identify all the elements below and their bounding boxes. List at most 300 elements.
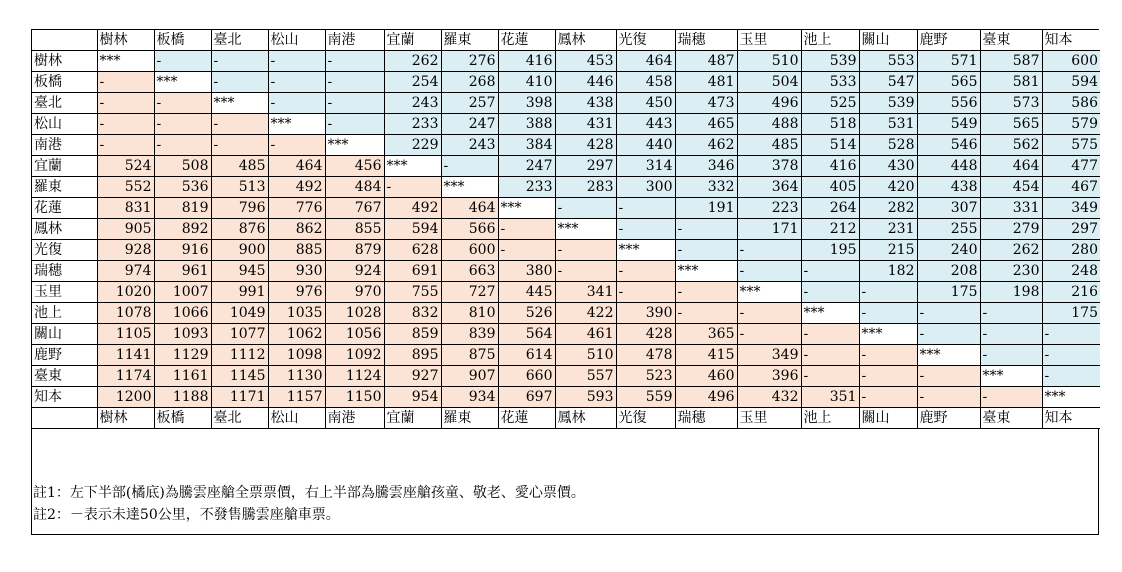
fare-cell-full: 1035	[268, 303, 325, 324]
fare-cell-concession: -	[211, 51, 268, 72]
fare-cell-concession: 388	[498, 114, 555, 135]
fare-cell-full: -	[801, 345, 859, 366]
table-row	[32, 156, 1100, 177]
fare-cell-full: 593	[555, 387, 616, 408]
table-row	[32, 366, 1100, 387]
fare-cell-full: 875	[441, 345, 498, 366]
fare-cell-concession: 594	[1042, 72, 1100, 93]
fare-cell-full: 445	[498, 282, 555, 303]
fare-cell-concession: -	[441, 156, 498, 177]
fare-cell-full: -	[154, 114, 211, 135]
fare-cell-full: 819	[154, 198, 211, 219]
fare-cell-concession: 297	[1042, 219, 1100, 240]
fare-cell-concession: 416	[498, 51, 555, 72]
fare-cell-concession: 600	[1042, 51, 1100, 72]
fare-cell-concession: 539	[801, 51, 859, 72]
fare-cell-concession: 488	[737, 114, 801, 135]
fare-cell-full: 767	[325, 198, 384, 219]
fare-cell-concession: 248	[1042, 261, 1100, 282]
fare-cell-full: -	[616, 282, 675, 303]
fare-cell-full: -	[980, 387, 1042, 408]
fare-cell-full: 564	[498, 324, 555, 345]
row-header: 鹿野	[32, 345, 97, 366]
column-header: 鳳林	[555, 408, 616, 429]
fare-cell-concession: 450	[616, 93, 675, 114]
fare-cell-concession: 215	[859, 240, 917, 261]
fare-cell-concession: -	[616, 219, 675, 240]
fare-cell-concession: 364	[737, 177, 801, 198]
fare-cell-full: -	[154, 135, 211, 156]
fare-cell-concession: 547	[859, 72, 917, 93]
fare-cell-full: -	[859, 387, 917, 408]
fare-cell-concession: 283	[555, 177, 616, 198]
fare-cell-full: 691	[384, 261, 441, 282]
fare-cell-concession: 514	[801, 135, 859, 156]
fare-cell-concession: 464	[616, 51, 675, 72]
fare-cell-concession: 243	[384, 93, 441, 114]
fare-cell-concession: 549	[917, 114, 980, 135]
fare-cell-full: 351	[801, 387, 859, 408]
fare-cell-concession: -	[801, 282, 859, 303]
column-header: 玉里	[737, 408, 801, 429]
fare-cell-concession: 231	[859, 219, 917, 240]
fare-cell-concession: 440	[616, 135, 675, 156]
fare-cell-concession: 243	[441, 135, 498, 156]
column-header: 臺東	[980, 30, 1042, 51]
fare-cell-full: -	[211, 114, 268, 135]
fare-cell-full: -	[801, 366, 859, 387]
fare-cell-concession: 533	[801, 72, 859, 93]
diagonal-cell: ***	[675, 261, 737, 282]
fare-cell-full: -	[859, 366, 917, 387]
fare-cell-concession: 579	[1042, 114, 1100, 135]
diagonal-cell: ***	[801, 303, 859, 324]
fare-cell-full: 390	[616, 303, 675, 324]
fare-cell-concession: 416	[801, 156, 859, 177]
fare-cell-concession: 346	[675, 156, 737, 177]
fare-cell-concession: 255	[917, 219, 980, 240]
fare-cell-full: -	[97, 72, 154, 93]
diagonal-cell: ***	[441, 177, 498, 198]
fare-cell-concession: 216	[1042, 282, 1100, 303]
fare-cell-concession: 212	[801, 219, 859, 240]
fare-cell-full: -	[917, 387, 980, 408]
fare-cell-concession: 262	[384, 51, 441, 72]
fare-cell-full: 510	[555, 345, 616, 366]
fare-cell-concession: -	[325, 51, 384, 72]
fare-cell-full: 594	[384, 219, 441, 240]
fare-cell-concession: -	[325, 93, 384, 114]
column-header: 關山	[859, 408, 917, 429]
fare-cell-full: -	[268, 135, 325, 156]
bottom-header-row	[32, 408, 1100, 429]
fare-cell-full: 492	[384, 198, 441, 219]
fare-cell-full: 513	[211, 177, 268, 198]
fare-cell-concession: 575	[1042, 135, 1100, 156]
column-header: 池上	[801, 30, 859, 51]
fare-cell-full: 456	[325, 156, 384, 177]
fare-cell-full: 1078	[97, 303, 154, 324]
fare-cell-concession: 331	[980, 198, 1042, 219]
fare-cell-full: 660	[498, 366, 555, 387]
fare-cell-concession: -	[675, 240, 737, 261]
fare-cell-full: 1157	[268, 387, 325, 408]
fare-cell-concession: 398	[498, 93, 555, 114]
column-header: 宜蘭	[384, 408, 441, 429]
fare-cell-concession: -	[675, 219, 737, 240]
table-row	[32, 387, 1100, 408]
fare-cell-concession: -	[325, 114, 384, 135]
fare-cell-full: 422	[555, 303, 616, 324]
diagonal-cell: ***	[616, 240, 675, 261]
fare-cell-full: 1077	[211, 324, 268, 345]
fare-cell-full: -	[737, 303, 801, 324]
table-row	[32, 114, 1100, 135]
fare-cell-concession: 240	[917, 240, 980, 261]
row-header: 板橋	[32, 72, 97, 93]
table-row	[32, 177, 1100, 198]
fare-cell-concession: 276	[441, 51, 498, 72]
fare-cell-concession: 247	[498, 156, 555, 177]
table-row	[32, 93, 1100, 114]
fare-cell-full: 428	[616, 324, 675, 345]
fare-cell-full: 461	[555, 324, 616, 345]
fare-cell-concession: 191	[675, 198, 737, 219]
fare-cell-concession: -	[555, 198, 616, 219]
fare-cell-full: -	[555, 261, 616, 282]
fare-cell-concession: 556	[917, 93, 980, 114]
fare-cell-concession: -	[616, 198, 675, 219]
fare-cell-full: 1150	[325, 387, 384, 408]
fare-cell-full: 415	[675, 345, 737, 366]
fare-cell-full: 974	[97, 261, 154, 282]
diagonal-cell: ***	[97, 51, 154, 72]
fare-cell-full: 496	[675, 387, 737, 408]
fare-cell-concession: -	[1042, 345, 1100, 366]
column-header: 池上	[801, 408, 859, 429]
fare-cell-full: 1007	[154, 282, 211, 303]
fare-cell-concession: -	[154, 51, 211, 72]
fare-cell-full: 464	[441, 198, 498, 219]
fare-cell-concession: 473	[675, 93, 737, 114]
fare-cell-concession: 467	[1042, 177, 1100, 198]
fare-cell-concession: -	[1042, 366, 1100, 387]
fare-cell-concession: 565	[980, 114, 1042, 135]
fare-cell-full: 727	[441, 282, 498, 303]
fare-cell-concession: 264	[801, 198, 859, 219]
row-header: 樹林	[32, 51, 97, 72]
fare-cell-concession: 586	[1042, 93, 1100, 114]
fare-cell-concession: 431	[555, 114, 616, 135]
fare-cell-concession: 254	[384, 72, 441, 93]
fare-cell-full: 460	[675, 366, 737, 387]
column-header: 知本	[1042, 408, 1100, 429]
column-header: 鹿野	[917, 408, 980, 429]
fare-cell-full: 1062	[268, 324, 325, 345]
fare-cell-concession: 233	[498, 177, 555, 198]
fare-cell-full: 1141	[97, 345, 154, 366]
fare-cell-concession: 477	[1042, 156, 1100, 177]
diagonal-cell: ***	[498, 198, 555, 219]
fare-cell-full: 552	[97, 177, 154, 198]
column-header: 鹿野	[917, 30, 980, 51]
diagonal-cell: ***	[1042, 387, 1100, 408]
fare-cell-full: -	[97, 114, 154, 135]
column-header: 臺北	[211, 408, 268, 429]
fare-cell-full: 1200	[97, 387, 154, 408]
fare-cell-full: 396	[737, 366, 801, 387]
fare-cell-full: 663	[441, 261, 498, 282]
fare-cell-concession: 454	[980, 177, 1042, 198]
fare-cell-concession: 247	[441, 114, 498, 135]
fare-cell-full: 1056	[325, 324, 384, 345]
fare-cell-full: -	[859, 345, 917, 366]
fare-cell-full: -	[675, 303, 737, 324]
fare-cell-full: 776	[268, 198, 325, 219]
fare-cell-concession: 571	[917, 51, 980, 72]
table-row	[32, 324, 1100, 345]
fare-cell-concession: -	[980, 345, 1042, 366]
fare-cell-full: 810	[441, 303, 498, 324]
fare-cell-concession: 175	[917, 282, 980, 303]
fare-table-frame	[31, 29, 1099, 535]
fare-cell-full: 484	[325, 177, 384, 198]
fare-cell-concession: 573	[980, 93, 1042, 114]
fare-cell-full: 1020	[97, 282, 154, 303]
row-header: 花蓮	[32, 198, 97, 219]
fare-cell-full: 432	[737, 387, 801, 408]
fare-cell-concession: 481	[675, 72, 737, 93]
fare-cell-concession: 307	[917, 198, 980, 219]
fare-cell-concession: 438	[555, 93, 616, 114]
diagonal-cell: ***	[268, 114, 325, 135]
fare-cell-concession: 195	[801, 240, 859, 261]
table-row	[32, 198, 1100, 219]
fare-cell-concession: 280	[1042, 240, 1100, 261]
fare-cell-concession: -	[268, 93, 325, 114]
fare-cell-full: 928	[97, 240, 154, 261]
fare-cell-full: 508	[154, 156, 211, 177]
fare-cell-concession: -	[737, 261, 801, 282]
column-header: 光復	[616, 408, 675, 429]
fare-cell-full: 916	[154, 240, 211, 261]
fare-cell-full: 862	[268, 219, 325, 240]
fare-cell-concession: 546	[917, 135, 980, 156]
fare-cell-full: 1161	[154, 366, 211, 387]
fare-cell-concession: 487	[675, 51, 737, 72]
fare-cell-concession: 458	[616, 72, 675, 93]
row-header: 臺北	[32, 93, 97, 114]
fare-cell-concession: 208	[917, 261, 980, 282]
diagonal-cell: ***	[917, 345, 980, 366]
fare-cell-concession: -	[859, 303, 917, 324]
table-row	[32, 303, 1100, 324]
fare-cell-full: 895	[384, 345, 441, 366]
fare-cell-full: 924	[325, 261, 384, 282]
fare-cell-concession: -	[859, 282, 917, 303]
fare-cell-concession: 587	[980, 51, 1042, 72]
table-row	[32, 282, 1100, 303]
fare-cell-concession: 438	[917, 177, 980, 198]
row-header: 羅東	[32, 177, 97, 198]
column-header: 樹林	[97, 408, 154, 429]
fare-cell-full: 991	[211, 282, 268, 303]
fare-cell-full: 900	[211, 240, 268, 261]
row-header: 知本	[32, 387, 97, 408]
fare-cell-full: 478	[616, 345, 675, 366]
diagonal-cell: ***	[980, 366, 1042, 387]
column-header: 松山	[268, 408, 325, 429]
fare-matrix-table	[32, 30, 1100, 429]
column-header: 羅東	[441, 408, 498, 429]
column-header: 板橋	[154, 30, 211, 51]
fare-cell-concession: -	[268, 51, 325, 72]
fare-cell-concession: -	[980, 324, 1042, 345]
fare-cell-full: 1188	[154, 387, 211, 408]
fare-cell-full: 1129	[154, 345, 211, 366]
fare-cell-full: -	[384, 177, 441, 198]
notes	[33, 482, 585, 526]
fare-cell-concession: 430	[859, 156, 917, 177]
fare-cell-concession: -	[917, 303, 980, 324]
fare-cell-concession: 510	[737, 51, 801, 72]
table-row	[32, 345, 1100, 366]
fare-cell-full: 1174	[97, 366, 154, 387]
fare-cell-concession: 182	[859, 261, 917, 282]
fare-cell-full: 1130	[268, 366, 325, 387]
fare-cell-full: 600	[441, 240, 498, 261]
corner-cell	[32, 408, 97, 429]
fare-cell-concession: 300	[616, 177, 675, 198]
fare-cell-concession: 496	[737, 93, 801, 114]
fare-cell-full: 485	[211, 156, 268, 177]
table-row	[32, 261, 1100, 282]
diagonal-cell: ***	[211, 93, 268, 114]
fare-cell-full: 907	[441, 366, 498, 387]
fare-cell-full: -	[801, 324, 859, 345]
fare-cell-concession: 428	[555, 135, 616, 156]
fare-cell-concession: 553	[859, 51, 917, 72]
fare-cell-full: -	[97, 135, 154, 156]
fare-cell-concession: 518	[801, 114, 859, 135]
fare-cell-concession: -	[801, 261, 859, 282]
diagonal-cell: ***	[325, 135, 384, 156]
fare-cell-full: 1049	[211, 303, 268, 324]
fare-cell-full: 1171	[211, 387, 268, 408]
fare-cell-full: 876	[211, 219, 268, 240]
diagonal-cell: ***	[737, 282, 801, 303]
fare-cell-full: 839	[441, 324, 498, 345]
fare-cell-full: 796	[211, 198, 268, 219]
table-row	[32, 51, 1100, 72]
fare-cell-concession: 378	[737, 156, 801, 177]
fare-cell-full: 930	[268, 261, 325, 282]
fare-cell-full: 524	[97, 156, 154, 177]
diagonal-cell: ***	[555, 219, 616, 240]
fare-cell-full: 976	[268, 282, 325, 303]
fare-cell-concession: 230	[980, 261, 1042, 282]
fare-cell-full: -	[211, 135, 268, 156]
row-header: 臺東	[32, 366, 97, 387]
fare-cell-concession: 279	[980, 219, 1042, 240]
diagonal-cell: ***	[859, 324, 917, 345]
fare-cell-full: 1124	[325, 366, 384, 387]
fare-cell-concession: -	[1042, 324, 1100, 345]
fare-cell-full: -	[917, 366, 980, 387]
fare-cell-full: -	[97, 93, 154, 114]
fare-cell-full: 380	[498, 261, 555, 282]
fare-cell-concession: 349	[1042, 198, 1100, 219]
fare-cell-concession: 462	[675, 135, 737, 156]
fare-cell-full: 557	[555, 366, 616, 387]
row-header: 光復	[32, 240, 97, 261]
fare-cell-concession: 420	[859, 177, 917, 198]
fare-cell-concession: 448	[917, 156, 980, 177]
diagonal-cell: ***	[154, 72, 211, 93]
fare-cell-full: 1093	[154, 324, 211, 345]
table-row	[32, 240, 1100, 261]
fare-cell-full: 559	[616, 387, 675, 408]
row-header: 松山	[32, 114, 97, 135]
fare-cell-full: 832	[384, 303, 441, 324]
column-header: 臺北	[211, 30, 268, 51]
fare-cell-concession: 581	[980, 72, 1042, 93]
fare-cell-concession: 453	[555, 51, 616, 72]
table-row	[32, 72, 1100, 93]
fare-cell-concession: -	[268, 72, 325, 93]
fare-cell-concession: 198	[980, 282, 1042, 303]
row-header: 鳳林	[32, 219, 97, 240]
column-header: 羅東	[441, 30, 498, 51]
fare-cell-full: 614	[498, 345, 555, 366]
fare-cell-full: 341	[555, 282, 616, 303]
row-header: 南港	[32, 135, 97, 156]
fare-cell-full: -	[498, 219, 555, 240]
fare-cell-concession: 233	[384, 114, 441, 135]
fare-cell-full: 885	[268, 240, 325, 261]
column-header: 鳳林	[555, 30, 616, 51]
column-header: 關山	[859, 30, 917, 51]
column-header: 南港	[325, 408, 384, 429]
column-header: 光復	[616, 30, 675, 51]
fare-cell-full: 892	[154, 219, 211, 240]
row-header: 宜蘭	[32, 156, 97, 177]
fare-cell-concession: 257	[441, 93, 498, 114]
column-header: 南港	[325, 30, 384, 51]
column-header: 宜蘭	[384, 30, 441, 51]
row-header: 玉里	[32, 282, 97, 303]
fare-cell-concession: 528	[859, 135, 917, 156]
fare-cell-concession: 562	[980, 135, 1042, 156]
fare-cell-full: -	[675, 282, 737, 303]
fare-cell-concession: 332	[675, 177, 737, 198]
fare-cell-concession: -	[917, 324, 980, 345]
fare-cell-concession: 464	[980, 156, 1042, 177]
fare-cell-concession: 268	[441, 72, 498, 93]
fare-cell-concession: 539	[859, 93, 917, 114]
column-header: 玉里	[737, 30, 801, 51]
column-header: 樹林	[97, 30, 154, 51]
fare-cell-full: 970	[325, 282, 384, 303]
fare-cell-concession: 297	[555, 156, 616, 177]
table-row	[32, 219, 1100, 240]
fare-cell-full: 349	[737, 345, 801, 366]
fare-cell-concession: 405	[801, 177, 859, 198]
fare-cell-concession: -	[737, 240, 801, 261]
diagonal-cell: ***	[384, 156, 441, 177]
column-header: 知本	[1042, 30, 1100, 51]
table-row	[32, 135, 1100, 156]
